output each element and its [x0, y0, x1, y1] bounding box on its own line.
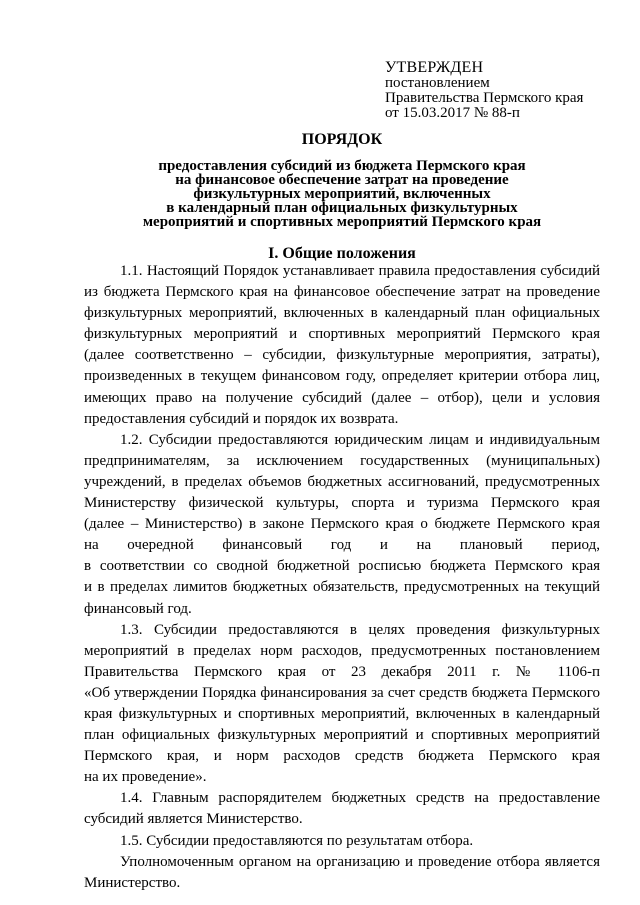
approval-line-1: постановлением: [385, 75, 490, 91]
paragraph-line: 1.4. Главным распорядителем бюджетных средств на предоставление: [120, 790, 600, 807]
paragraph-line: в соответствии со сводной бюджетной росписью бюджета Пермского края: [84, 558, 600, 575]
paragraph-line: учреждений, в пределах объемов бюджетных ассигнований, предусмотренных: [84, 473, 600, 490]
paragraph-line: (далее – Министерство) в законе Пермского края о бюджете Пермского края: [84, 516, 600, 533]
paragraph-line: мероприятий в пределах норм расходов, предусмотренных постановлением: [84, 642, 600, 659]
paragraph-line: Пермского края, и норм расходов средств бюджета Пермского края: [84, 748, 600, 765]
subtitle-line: на финансовое обеспечение затрат на проведение: [175, 172, 509, 188]
subtitle-line: мероприятий и спортивных мероприятий Пермского края: [142, 214, 542, 230]
paragraph-line: Министерству физической культуры, спорта и туризма Пермского края: [84, 495, 600, 512]
paragraph-line: предоставления субсидий и порядок их возврата.: [84, 410, 399, 427]
paragraph-line: «Об утверждении Порядка финансирования за счет средств бюджета Пермского: [84, 684, 600, 701]
paragraph-line: предпринимателям, за исключением государственных (муниципальных): [84, 452, 600, 469]
document-title-block: [84, 129, 600, 229]
approval-line-2: Правительства Пермского края: [385, 90, 584, 106]
document-title: ПОРЯДОК: [301, 131, 383, 148]
paragraph-line: 1.1. Настоящий Порядок устанавливает правила предоставления субсидий: [120, 263, 600, 279]
paragraph-line: физкультурных мероприятий, включенных в календарный план официальных: [84, 305, 600, 322]
paragraph-line: на очередной финансовый год и на плановый период,: [84, 537, 600, 554]
paragraph-line: физкультурных мероприятий и спортивных мероприятий Пермского края: [84, 326, 600, 343]
paragraph-line: произведенных в текущем финансовом году, определяет критерии отбора лиц,: [84, 368, 600, 385]
document-body: [84, 261, 600, 894]
paragraph-line: края физкультурных и спортивных мероприятий, включенных в календарный: [84, 705, 600, 722]
paragraph-line: субсидий является Министерство.: [84, 811, 303, 828]
subtitle-line: в календарный план официальных физкультурных: [166, 200, 518, 216]
paragraph-line: финансовый год.: [84, 600, 192, 617]
paragraph-line: Правительства Пермского края от 23 декабря 2011 г. № 1106-п: [84, 663, 600, 680]
paragraph-line: (далее соответственно – субсидии, физкультурные мероприятия, затраты),: [84, 347, 600, 364]
paragraph-line: имеющих право на получение субсидий (далее – отбор), цели и условия: [84, 389, 600, 406]
paragraph-line: план официальных физкультурных мероприятий и спортивных мероприятий: [84, 727, 600, 744]
approval-line-3: от 15.03.2017 № 88-п: [385, 105, 520, 121]
subtitle-line: физкультурных мероприятий, включенных: [193, 186, 491, 202]
paragraph-line: из бюджета Пермского края на финансовое обеспечение затрат на проведение: [84, 284, 600, 301]
paragraph-line: на их проведение».: [84, 769, 207, 786]
paragraph-line: 1.2. Субсидии предоставляются юридическим лицам и индивидуальным: [120, 431, 600, 448]
approval-stamp: [385, 60, 620, 121]
paragraph-line: и в пределах лимитов бюджетных обязательств, предусмотренных на текущий: [84, 579, 600, 596]
paragraph-line: Уполномоченным органом на организацию и проведение отбора является: [120, 853, 600, 870]
paragraph-line: 1.3. Субсидии предоставляются в целях проведения физкультурных: [120, 621, 600, 638]
approval-status: УТВЕРЖДЕН: [385, 59, 484, 76]
subtitle-line: предоставления субсидий из бюджета Пермского края: [158, 158, 526, 174]
section-heading: I. Общие положения: [268, 245, 416, 262]
paragraph-line: Министерство.: [84, 874, 181, 891]
paragraph-line: 1.5. Субсидии предоставляются по результатам отбора.: [120, 832, 474, 849]
